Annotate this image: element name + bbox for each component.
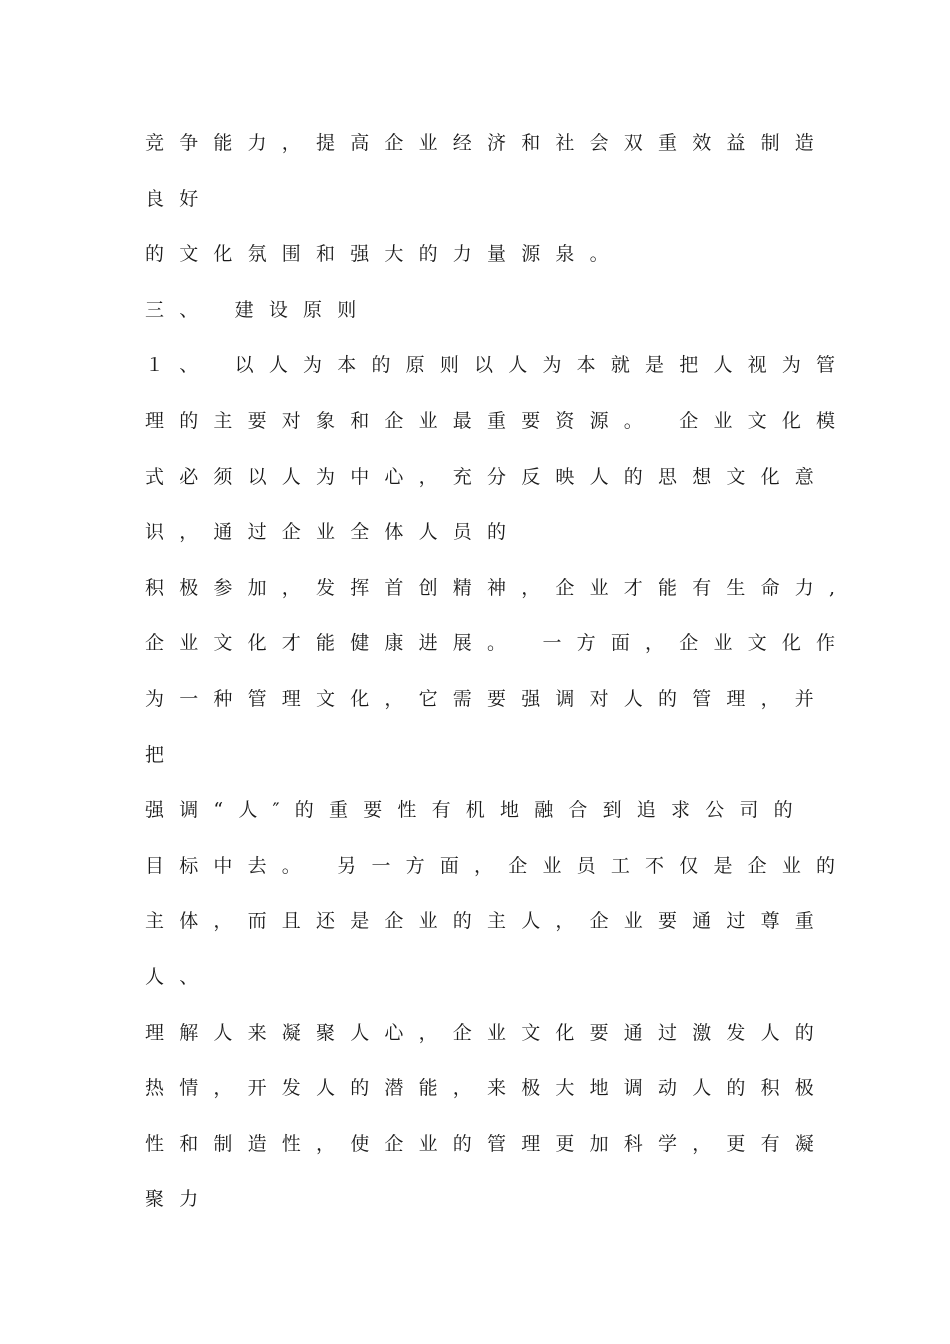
text-line: 性和制造性，使企业的管理更加科学，更有凝 <box>145 1132 830 1155</box>
text-line: 目标中去。 另一方面，企业员工不仅是企业的 <box>145 854 851 877</box>
text-line: 式必须以人为中心，充分反映人的思想文化意 <box>145 465 830 488</box>
body-text <box>145 125 851 1237</box>
text-line: 良好 <box>145 187 214 210</box>
text-line: １、 以人为本的原则以人为本就是把人视为管 <box>145 354 851 377</box>
text-line: 企业文化才能健康进展。 一方面，企业文化作 <box>145 632 851 655</box>
text-line: 强调“人″的重要性有机地融合到追求公司的 <box>145 799 808 822</box>
text-line: 的文化氛围和强大的力量源泉。 <box>145 243 624 266</box>
text-line: 识，通过企业全体人员的 <box>145 521 522 544</box>
text-line: 聚力 <box>145 1188 214 1211</box>
text-line: 为一种管理文化，它需要强调对人的管理，并 <box>145 687 830 710</box>
section-heading: 三、 建设原则 <box>145 298 372 321</box>
text-line: 主体，而且还是企业的主人，企业要通过尊重 <box>145 910 830 933</box>
text-line: 热情，开发人的潜能，来极大地调动人的积极 <box>145 1077 830 1100</box>
text-line: 人、 <box>145 965 214 988</box>
text-line: 理的主要对象和企业最重要资源。 企业文化模 <box>145 409 851 432</box>
text-line: 理解人来凝聚人心，企业文化要通过激发人的 <box>145 1021 830 1044</box>
text-line: 竞争能力，提高企业经济和社会双重效益制造 <box>145 132 830 154</box>
text-line: 积极参加，发挥首创精神，企业才能有生命力, <box>145 576 851 599</box>
text-line: 把 <box>145 743 180 766</box>
